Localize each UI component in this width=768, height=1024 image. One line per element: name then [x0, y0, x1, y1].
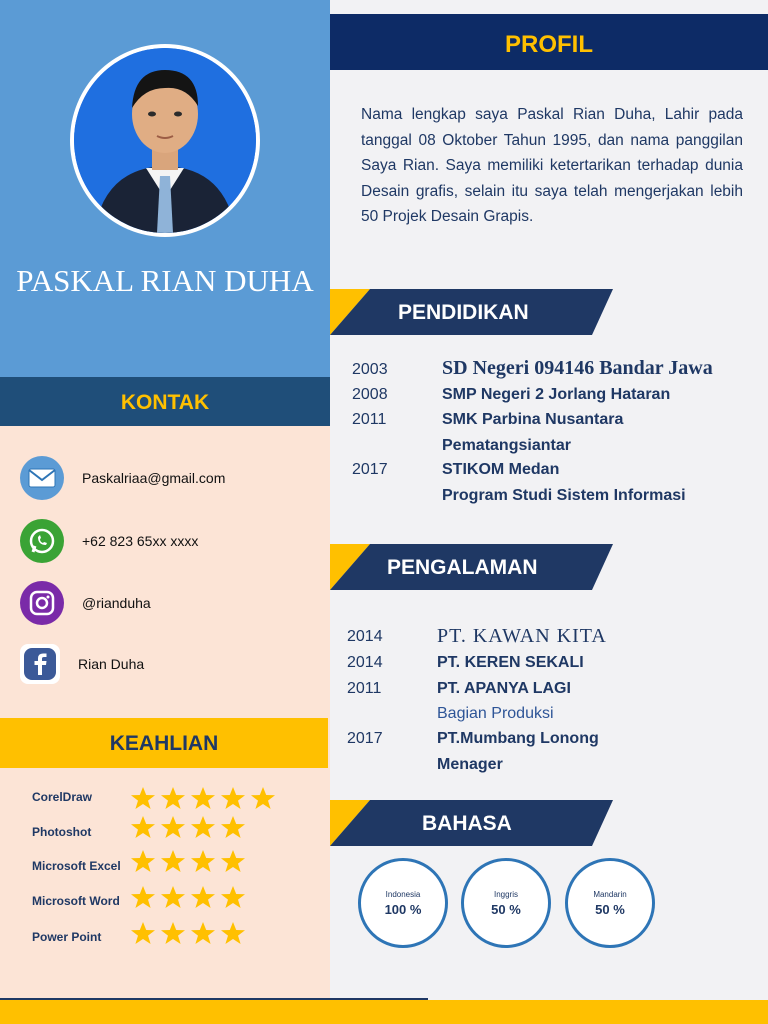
- profil-paragraph: Nama lengkap saya Paskal Rian Duha, Lahir pada tanggal 08 Oktober Tahun 1995, dan nama panggilan Saya Rian. Saya memiliki ketertarikan terhadap dunia Desain grafis, selain itu saya telah mengerjakan lebih 50 Projek Desain Grapis.: [361, 106, 743, 225]
- edu-subtitle: Pematangsiantar: [442, 437, 571, 454]
- language-name: Mandarin: [593, 890, 627, 899]
- language-level: 100 %: [384, 902, 422, 917]
- contact-facebook-text: Rian Duha: [78, 656, 145, 672]
- facebook-icon: [20, 644, 60, 684]
- exp-title: PT. APANYA LAGI: [437, 680, 571, 697]
- star-icon: [130, 815, 156, 839]
- skill-rating: [130, 815, 246, 839]
- keahlian-header: [0, 718, 328, 768]
- edu-title: SD Negeri 094146 Bandar Jawa: [442, 357, 713, 379]
- language-name: Indonesia: [385, 890, 421, 899]
- skill-label: CorelDraw: [32, 790, 93, 804]
- skill-rating: [130, 786, 276, 810]
- left-content-panel: [0, 426, 330, 1004]
- star-icon: [190, 885, 216, 909]
- star-icon: [160, 849, 186, 873]
- star-icon: [130, 921, 156, 945]
- exp-subtitle: Bagian Produksi: [437, 705, 554, 722]
- star-icon: [190, 849, 216, 873]
- edu-subtitle: Program Studi Sistem Informasi: [442, 487, 686, 504]
- bottom-accent-strip: [0, 1000, 768, 1024]
- star-icon: [220, 815, 246, 839]
- star-icon: [160, 815, 186, 839]
- exp-subtitle: Menager: [437, 756, 503, 773]
- skill-rating: [130, 849, 246, 873]
- pengalaman-header: [330, 544, 615, 590]
- person-name: PASKAL RIAN DUHA: [16, 263, 314, 298]
- skill-label: Power Point: [32, 930, 102, 944]
- profil-header: [330, 14, 768, 70]
- contact-whatsapp-text: +62 823 65xx xxxx: [82, 533, 199, 549]
- exp-year: 2014: [347, 654, 383, 671]
- star-icon: [160, 786, 186, 810]
- star-icon: [160, 921, 186, 945]
- pendidikan-title: PENDIDIKAN: [398, 301, 529, 324]
- pengalaman-title: PENGALAMAN: [387, 556, 538, 579]
- contact-email[interactable]: [20, 456, 225, 500]
- skill-label: Photoshot: [32, 825, 92, 839]
- bahasa-header: [330, 800, 615, 846]
- star-icon: [190, 815, 216, 839]
- exp-year: 2011: [347, 680, 382, 697]
- star-icon: [160, 885, 186, 909]
- skill-rating: [130, 885, 246, 909]
- exp-year: 2017: [347, 730, 383, 747]
- edu-year: 2008: [352, 386, 388, 403]
- skill-rating: [130, 921, 246, 945]
- edu-title: SMK Parbina Nusantara: [442, 411, 624, 428]
- kontak-header: [0, 377, 330, 426]
- language-circle: [461, 858, 551, 948]
- instagram-icon: [20, 581, 64, 625]
- exp-title: PT. KAWAN KITA: [437, 625, 607, 647]
- pendidikan-header: [330, 289, 615, 335]
- star-icon: [220, 885, 246, 909]
- star-icon: [190, 786, 216, 810]
- edu-year: 2003: [352, 361, 388, 378]
- language-name: Inggris: [493, 890, 518, 899]
- star-icon: [220, 786, 246, 810]
- email-icon: [20, 456, 64, 500]
- exp-title: PT. KEREN SEKALI: [437, 654, 584, 671]
- bahasa-title: BAHASA: [422, 812, 512, 835]
- exp-title: PT.Mumbang Lonong: [437, 730, 599, 747]
- skill-label: Microsoft Excel: [32, 859, 121, 873]
- profile-photo: [70, 44, 260, 237]
- star-icon: [220, 921, 246, 945]
- person-photo-illustration: [74, 48, 256, 233]
- edu-year: 2011: [352, 411, 387, 428]
- contact-instagram-text: @rianduha: [82, 595, 151, 611]
- star-icon: [220, 849, 246, 873]
- edu-title: STIKOM Medan: [442, 461, 560, 478]
- star-icon: [130, 849, 156, 873]
- contact-email-text: Paskalriaa@gmail.com: [82, 470, 226, 486]
- kontak-title: KONTAK: [120, 391, 210, 414]
- contact-facebook[interactable]: [20, 644, 144, 684]
- language-level: 50 %: [595, 902, 625, 917]
- contact-whatsapp[interactable]: [20, 519, 198, 563]
- star-icon: [130, 885, 156, 909]
- exp-year: 2014: [347, 628, 383, 645]
- skill-label: Microsoft Word: [32, 894, 120, 908]
- contact-instagram[interactable]: [20, 581, 151, 625]
- language-level: 50 %: [491, 902, 521, 917]
- star-icon: [130, 786, 156, 810]
- star-icon: [190, 921, 216, 945]
- keahlian-title: KEAHLIAN: [109, 732, 219, 755]
- whatsapp-icon: [20, 519, 64, 563]
- language-circle: [358, 858, 448, 948]
- edu-title: SMP Negeri 2 Jorlang Hataran: [442, 386, 671, 403]
- profil-title: PROFIL: [505, 31, 593, 58]
- language-circle: [565, 858, 655, 948]
- edu-year: 2017: [352, 461, 388, 478]
- star-icon: [250, 786, 276, 810]
